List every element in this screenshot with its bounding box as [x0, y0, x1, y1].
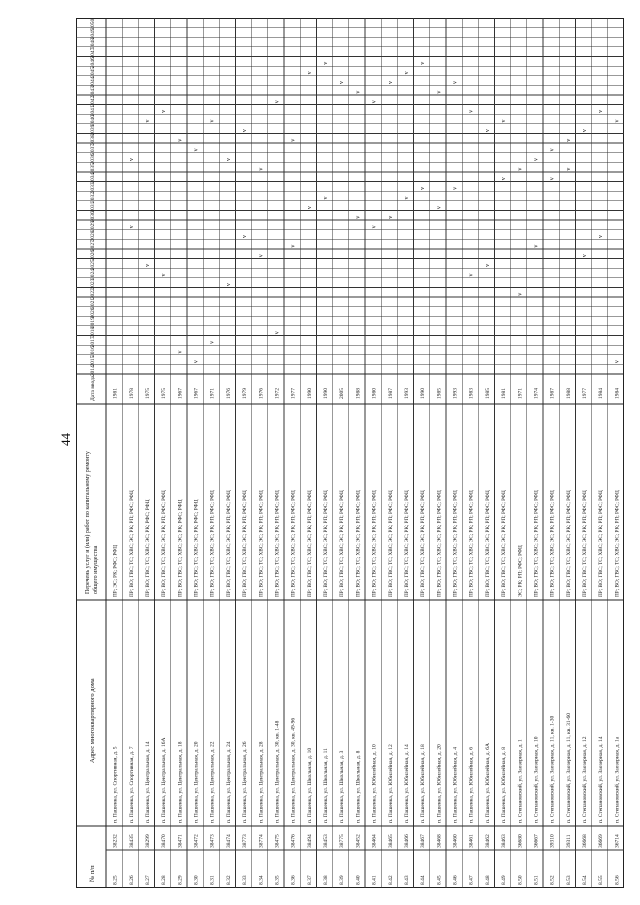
check-mark: v: [355, 215, 362, 219]
row-works: ПР; ВО; ГВС; ТС; ХВС; ЭС; РК; РП; РФС; РФЦ: [420, 490, 427, 597]
row-built-year: 2005: [339, 388, 346, 399]
year-header-2029: 2029: [90, 220, 96, 232]
check-mark: v: [274, 331, 281, 335]
check-mark: v: [549, 177, 556, 181]
check-mark: v: [452, 81, 459, 85]
year-header-2022: 2022: [90, 288, 96, 300]
row-number: 8.50: [517, 875, 524, 885]
check-mark: v: [209, 119, 216, 123]
year-header-2017: 2017: [90, 336, 96, 348]
row-house-id: 36680: [517, 834, 524, 848]
row-built-year: 1981: [112, 388, 119, 399]
year-header-2023: 2023: [90, 278, 96, 290]
row-built-year: 1972: [274, 388, 281, 399]
row-number: 8.33: [242, 875, 249, 885]
check-mark: v: [468, 109, 475, 113]
year-header-2016: 2016: [90, 345, 96, 357]
year-header-2027: 2027: [90, 240, 96, 252]
row-number: 8.27: [144, 875, 151, 885]
row-number: 8.38: [323, 875, 330, 885]
check-mark: v: [128, 225, 135, 229]
row-house-id: 38463: [501, 834, 508, 848]
row-built-year: 1967: [177, 388, 184, 399]
check-mark: v: [306, 206, 313, 210]
row-built-year: 1990: [306, 388, 313, 399]
row-works: ПР; ВО; ГВС; ТС; ХВС; ЭС; РК; РП; РФС; РФЦ: [306, 490, 313, 597]
row-house-id: 38494: [306, 834, 313, 848]
check-mark: v: [582, 254, 589, 258]
year-header-2026: 2026: [90, 249, 96, 261]
row-house-id: 36714: [614, 834, 621, 848]
year-header-2037: 2037: [90, 143, 96, 155]
row-works: ПР; ВО; ГВС; ТС; ХВС; ЭС; РК; РП; РФС; РФЦ: [387, 490, 394, 597]
row-works: ПР; ВО; ГВС; ТС; ХВС; ЭС; РК; РП; РФС; РФЦ: [242, 490, 249, 597]
row-house-id: 38773: [242, 834, 249, 848]
table-border: [77, 19, 624, 888]
row-house-id: 38470: [161, 834, 168, 848]
check-mark: v: [614, 119, 621, 123]
row-house-id: 38464: [371, 834, 378, 848]
year-header-2045: 2045: [90, 66, 96, 78]
row-number: 8.25: [112, 875, 119, 885]
check-mark: v: [290, 138, 297, 142]
year-header-2038: 2038: [90, 134, 96, 146]
year-header-2019: 2019: [90, 317, 96, 329]
row-built-year: 1987: [387, 388, 394, 399]
row-house-id: 38774: [258, 834, 265, 848]
year-header-2050: 2050: [90, 18, 96, 30]
row-address: п. Пашенка, ул. Центральная, д. 20: [193, 741, 200, 823]
row-works: ПР; ВО; ГВС; ТС; ХВС; ЭС; РК; РП; РФС; РФЦ: [161, 490, 168, 597]
year-header-2025: 2025: [90, 259, 96, 271]
check-mark: v: [258, 167, 265, 171]
check-mark: v: [484, 263, 491, 267]
row-number: 8.37: [306, 875, 313, 885]
row-built-year: 1971: [517, 388, 524, 399]
check-mark: v: [598, 234, 605, 238]
check-mark: v: [452, 186, 459, 190]
row-address: п. Степановский, ул. Заозерная, д. 11, кв. 31-60: [565, 713, 572, 823]
row-number: 8.51: [533, 875, 540, 885]
check-mark: v: [436, 90, 443, 94]
row-built-year: 1980: [371, 388, 378, 399]
row-address: п. Степановский, ул. Заозерная, д. 14: [598, 736, 605, 823]
row-house-id: 38460: [452, 834, 459, 848]
row-house-id: 38462: [484, 834, 491, 848]
row-built-year: 1993: [452, 388, 459, 399]
row-works: ПР; ВО; ГВС; ТС; ХВС; ЭС; РК; РП; РФС; РФЦ: [225, 490, 232, 597]
row-number: 8.28: [161, 875, 168, 885]
row-built-year: 1977: [290, 388, 297, 399]
row-number: 8.49: [501, 875, 508, 885]
row-house-id: 38775: [339, 834, 346, 848]
row-number: 8.43: [403, 875, 410, 885]
check-mark: v: [598, 109, 605, 113]
row-works: ПР; ВО; ГВС; ТС; ХВС; ЭС; РК; РП; РФС; РФЦ: [323, 490, 330, 597]
year-header-2014: 2014: [90, 365, 96, 377]
row-built-year: 1967: [193, 388, 200, 399]
check-mark: v: [274, 100, 281, 104]
row-address: п. Степановский, ул. Заозерная, д. 11, кв. 1-30: [549, 715, 556, 823]
row-works: ПР; ВО; ГВС; ТС; ХВС; ЭС; РК; РП; РФС; РФЦ: [484, 490, 491, 597]
row-address: п. Пашенка, ул. Спортивная, д. 5: [112, 746, 119, 823]
row-house-id: 38468: [436, 834, 443, 848]
row-address: п. Пашенка, ул. Центральная, д. 24: [225, 741, 232, 823]
check-mark: v: [403, 196, 410, 200]
row-works: ПР; ВО; ГВС; ТС; ХВС; ЭС; РК; РП; РФС; РФЦ: [371, 490, 378, 597]
row-address: п. Степановский, ул. Заозерная, д. 1: [517, 739, 524, 823]
row-house-id: 38474: [225, 834, 232, 848]
row-address: п. Степановский, ул. Заозерная, д. 12: [582, 736, 589, 823]
row-built-year: 1983: [468, 388, 475, 399]
check-mark: v: [323, 196, 330, 200]
row-house-id: 39310: [549, 834, 556, 848]
row-works: ПР; ВО; ГВС; ТС; ХВС; ЭС; РК; РП; РФС; РФЦ: [274, 490, 281, 597]
check-mark: v: [582, 129, 589, 133]
row-house-id: 38471: [177, 834, 184, 848]
check-mark: v: [533, 244, 540, 248]
year-header-2021: 2021: [90, 297, 96, 309]
row-built-year: 1975: [161, 388, 168, 399]
header-address: Адрес многоквартирного дома: [89, 678, 96, 763]
check-mark: v: [501, 119, 508, 123]
check-mark: v: [128, 158, 135, 162]
year-header-2033: 2033: [90, 182, 96, 194]
row-works: ЭС; РК; РП; РФС; РФЦ: [517, 545, 524, 597]
row-number: 8.35: [274, 875, 281, 885]
check-mark: v: [339, 81, 346, 85]
year-header-2039: 2039: [90, 124, 96, 136]
check-mark: v: [290, 244, 297, 248]
row-built-year: 1971: [209, 388, 216, 399]
check-mark: v: [225, 283, 232, 287]
row-works: ПР; ЭС; РК; РФС; РФЦ: [112, 544, 119, 597]
row-house-id: 36667: [533, 834, 540, 848]
row-number: 8.45: [436, 875, 443, 885]
row-works: ПР; ВО; ГВС; ТС; ХВС; ЭС; РК; РП; РФС; РФЦ: [258, 490, 265, 597]
check-mark: v: [614, 360, 621, 364]
row-built-year: 1985: [484, 388, 491, 399]
row-number: 8.29: [177, 875, 184, 885]
check-mark: v: [468, 273, 475, 277]
check-mark: v: [161, 273, 168, 277]
check-mark: v: [533, 158, 540, 162]
row-address: п. Степановский, ул. Заозерная, д. 1а: [614, 736, 621, 823]
row-house-id: 38467: [420, 834, 427, 848]
row-works: ПР; ВО; ГВС; ТС; ХВС; ЭС; РК; РП; РФС; РФЦ: [565, 490, 572, 597]
row-address: п. Пашенка, ул. Школьная, д. 10: [306, 747, 313, 823]
row-house-id: 38476: [290, 834, 297, 848]
year-header-2035: 2035: [90, 163, 96, 175]
row-built-year: 1987: [549, 388, 556, 399]
row-works: ПР; ВО; ГВС; ТС; ХВС; ЭС; РК; РП; РФС; РФЦ: [355, 490, 362, 597]
row-number: 8.31: [209, 875, 216, 885]
row-address: п. Пашенка, ул. Школьная, д. 3: [339, 750, 346, 823]
year-header-2032: 2032: [90, 192, 96, 203]
row-number: 8.52: [549, 875, 556, 885]
row-house-id: 38472: [193, 834, 200, 848]
check-mark: v: [387, 215, 394, 219]
year-header-2047: 2047: [90, 47, 96, 59]
row-address: п. Пашенка, ул. Центральная, д. 30, кв. 1-48: [274, 720, 281, 823]
check-mark: v: [501, 177, 508, 181]
row-house-id: 38453: [323, 834, 330, 848]
row-address: п. Пашенка, ул. Центральная, д. 26: [242, 741, 249, 823]
check-mark: v: [161, 109, 168, 113]
row-built-year: 1976: [258, 388, 265, 399]
header-num: № п/п: [89, 865, 96, 882]
row-address: п. Пашенка, ул. Юбилейная, д. 10: [371, 744, 378, 823]
row-address: п. Пашенка, ул. Спортивная, д. 7: [128, 746, 135, 823]
row-works: ПР; ВО; ГВС; ТС; ХВС; ЭС; РК; РФС; РФЦ: [144, 499, 151, 597]
row-address: п. Пашенка, ул. Юбилейная, д. 12: [387, 744, 394, 823]
year-header-2043: 2043: [90, 86, 96, 98]
check-mark: v: [193, 148, 200, 152]
check-mark: v: [306, 71, 313, 75]
row-built-year: 1976: [225, 388, 232, 399]
row-built-year: 1979: [242, 388, 249, 399]
row-built-year: 1985: [436, 388, 443, 399]
check-mark: v: [323, 61, 330, 65]
year-header-2042: 2042: [90, 95, 96, 107]
row-house-id: 38461: [468, 834, 475, 848]
check-mark: v: [387, 81, 394, 85]
row-works: ПР; ВО; ГВС; ТС; ХВС; ЭС; РК; РП; РФС; РФЦ: [128, 490, 135, 597]
row-works: ПР; ВО; ГВС; ТС; ХВС; ЭС; РК; РП; РФС; РФЦ: [290, 490, 297, 597]
row-address: п. Пашенка, ул. Юбилейная, д. 18: [420, 744, 427, 823]
row-house-id: 39311: [565, 834, 572, 848]
check-mark: v: [517, 292, 524, 296]
check-mark: v: [258, 254, 265, 258]
check-mark: v: [193, 360, 200, 364]
row-house-id: 38435: [128, 834, 135, 848]
page-number: 44: [58, 433, 73, 446]
row-address: п. Пашенка, ул. Центральная, д. 16А: [161, 737, 168, 823]
row-works: ПР; ВО; ГВС; ТС; ХВС; ЭС; РК; РП; РФС; РФЦ: [468, 490, 475, 597]
row-built-year: 1990: [420, 388, 427, 399]
check-mark: v: [144, 263, 151, 267]
row-address: п. Пашенка, ул. Юбилейная, д. 20: [436, 744, 443, 823]
check-mark: v: [436, 206, 443, 210]
year-header-2049: 2049: [90, 28, 96, 40]
year-header-2040: 2040: [90, 115, 96, 127]
row-address: п. Пашенка, ул. Юбилейная, д. 6А: [484, 743, 491, 823]
row-number: 8.53: [565, 875, 572, 885]
row-works: ПР; ВО; ГВС; ТС; ХВС; ЭС; РК; РП; РФС; РФЦ: [501, 490, 508, 597]
row-number: 8.42: [387, 875, 394, 885]
row-works: ПР; ВО; ГВС; ТС; ХВС; ЭС; РК; РП; РФС; РФЦ: [339, 490, 346, 597]
row-number: 8.26: [128, 875, 135, 885]
row-works: ПР; ВО; ГВС; ТС; ХВС; ЭС; РК; РФС; РФЦ: [193, 499, 200, 597]
row-number: 8.32: [225, 875, 232, 885]
check-mark: v: [371, 100, 378, 104]
check-mark: v: [549, 148, 556, 152]
check-mark: v: [420, 61, 427, 65]
header-works-line2: общего имущества: [93, 545, 99, 594]
row-number: 8.46: [452, 875, 459, 885]
row-house-id: 36668: [582, 834, 589, 848]
check-mark: v: [242, 129, 249, 133]
row-number: 8.41: [371, 875, 378, 885]
row-built-year: 1988: [355, 388, 362, 399]
row-number: 8.54: [582, 875, 589, 885]
year-header-2046: 2046: [90, 57, 96, 69]
year-header-2024: 2024: [90, 268, 96, 280]
check-mark: v: [177, 138, 184, 142]
row-house-id: 38475: [274, 834, 281, 848]
check-mark: v: [403, 71, 410, 75]
row-number: 8.48: [484, 875, 491, 885]
row-number: 8.55: [598, 875, 605, 885]
row-address: п. Пашенка, ул. Центральная, д. 18: [177, 741, 184, 823]
year-header-2036: 2036: [90, 153, 96, 165]
year-header-2018: 2018: [90, 326, 96, 338]
row-works: ПР; ВО; ГВС; ТС; ХВС; ЭС; РК; РФС; РФЦ: [177, 499, 184, 597]
row-works: ПР; ВО; ГВС; ТС; ХВС; ЭС; РК; РП; РФС; РФЦ: [452, 490, 459, 597]
row-built-year: 1977: [582, 388, 589, 399]
check-mark: v: [371, 225, 378, 229]
check-mark: v: [225, 158, 232, 162]
row-works: ПР; ВО; ГВС; ТС; ХВС; ЭС; РК; РП; РФС; РФЦ: [209, 490, 216, 597]
row-number: 8.40: [355, 875, 362, 885]
check-mark: v: [209, 340, 216, 344]
check-mark: v: [420, 186, 427, 190]
row-house-id: 38452: [355, 834, 362, 848]
row-address: п. Пашенка, ул. Центральная, д. 30, кв. 49-96: [290, 717, 297, 823]
row-built-year: 1993: [403, 388, 410, 399]
row-number: 8.30: [193, 875, 200, 885]
row-address: п. Степановский, ул. Заозерная, д. 10: [533, 736, 540, 823]
row-works: ПР; ВО; ГВС; ТС; ХВС; ЭС; РК; РП; РФС; РФЦ: [598, 490, 605, 597]
row-number: 8.47: [468, 875, 475, 885]
row-address: п. Пашенка, ул. Центральная, д. 14: [144, 741, 151, 823]
check-mark: v: [242, 234, 249, 238]
row-works: ПР; ВО; ГВС; ТС; ХВС; ЭС; РК; РП; РФС; РФЦ: [549, 490, 556, 597]
check-mark: v: [565, 167, 572, 171]
row-works: ПР; ВО; ГВС; ТС; ХВС; ЭС; РК; РП; РФС; РФЦ: [436, 490, 443, 597]
header-works-line1: Перечень услуг и (или) работ по капитальному ремонту: [85, 451, 91, 594]
row-works: ПР; ВО; ГВС; ТС; ХВС; ЭС; РК; РП; РФС; РФЦ: [614, 490, 621, 597]
row-built-year: 1984: [614, 388, 621, 399]
row-works: ПР; ВО; ГВС; ТС; ХВС; ЭС; РК; РП; РФС; РФЦ: [403, 490, 410, 597]
year-header-2028: 2028: [90, 230, 96, 242]
row-address: п. Пашенка, ул. Школьная, д. 8: [355, 750, 362, 823]
row-address: п. Пашенка, ул. Школьная, д. 11: [323, 748, 330, 823]
row-house-id: 36669: [598, 834, 605, 848]
year-header-2041: 2041: [90, 105, 96, 117]
row-works: ПР; ВО; ГВС; ТС; ХВС; ЭС; РК; РП; РФС; РФЦ: [582, 490, 589, 597]
row-number: 8.44: [420, 875, 427, 885]
check-mark: v: [144, 119, 151, 123]
row-built-year: 1981: [501, 388, 508, 399]
row-address: п. Пашенка, ул. Центральная, д. 22: [209, 741, 216, 823]
row-address: п. Пашенка, ул. Юбилейная, д. 4: [452, 747, 459, 823]
check-mark: v: [517, 167, 524, 171]
year-header-2031: 2031: [90, 201, 96, 213]
row-works: ПР; ВО; ГВС; ТС; ХВС; ЭС; РК; РП; РФС; РФЦ: [533, 490, 540, 597]
row-number: 8.36: [290, 875, 297, 885]
year-header-2020: 2020: [90, 307, 96, 319]
row-built-year: 1990: [323, 388, 330, 399]
row-address: п. Пашенка, ул. Юбилейная, д. 6: [468, 747, 475, 823]
row-built-year: 1975: [144, 388, 151, 399]
row-built-year: 1978: [128, 388, 135, 399]
row-house-id: 38299: [144, 834, 151, 848]
row-built-year: 1984: [598, 388, 605, 399]
row-number: 8.39: [339, 875, 346, 885]
capital-repair-table: [76, 18, 624, 888]
year-header-2030: 2030: [90, 211, 96, 223]
row-built-year: 1974: [533, 388, 540, 399]
row-number: 8.34: [258, 875, 265, 885]
check-mark: v: [177, 350, 184, 354]
row-house-id: 38473: [209, 834, 216, 848]
check-mark: v: [484, 129, 491, 133]
row-house-id: 38465: [387, 834, 394, 848]
row-number: 8.56: [614, 875, 621, 885]
year-header-2048: 2048: [90, 38, 96, 50]
year-header-2034: 2034: [90, 172, 96, 184]
year-header-2015: 2015: [90, 355, 96, 367]
year-header-2044: 2044: [90, 76, 96, 88]
row-built-year: 1988: [565, 388, 572, 399]
row-house-id: 38466: [403, 834, 410, 848]
row-address: п. Пашенка, ул. Юбилейная, д. 14: [403, 744, 410, 823]
check-mark: v: [565, 138, 572, 142]
header-built-year: Дата ввода: [90, 375, 96, 401]
check-mark: v: [355, 90, 362, 94]
row-address: п. Пашенка, ул. Юбилейная, д. 8: [501, 747, 508, 823]
row-address: п. Пашенка, ул. Центральная, д. 28: [258, 741, 265, 823]
row-house-id: 38232: [112, 834, 119, 848]
